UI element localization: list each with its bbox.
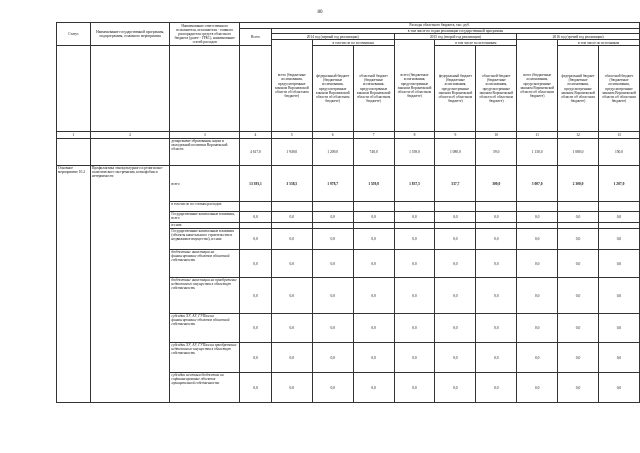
row-prev-cell: 1 080,0 <box>558 139 599 166</box>
table-cell: 0,0 <box>240 212 272 223</box>
row-label: бюджетные инвестиции на финансирование объектов областной собственности <box>170 250 240 278</box>
row-label: бюджетные инвестиции на приобретение недвижимого имущества в областную собственность <box>170 278 240 314</box>
table-cell <box>598 202 639 212</box>
row-main-cell: 13 393,1 <box>240 166 272 202</box>
header-col-all-2016: всего (бюджетные ассигнования, предусмотренные законом Воронежской области об областном бюджете) <box>517 40 558 132</box>
table-cell: 0,0 <box>598 373 639 403</box>
table-cell: 0,0 <box>598 212 639 223</box>
table-cell: 0,0 <box>240 250 272 278</box>
row-prev-cell: 1 539,0 <box>394 139 435 166</box>
table-cell: 0,0 <box>271 278 312 314</box>
column-number-cell: 4 <box>240 132 272 139</box>
table-cell: 0,0 <box>558 229 599 250</box>
main-executor: всего <box>170 166 240 202</box>
table-cell: 0,0 <box>240 343 272 373</box>
column-number-row <box>57 132 640 139</box>
table-cell: 0,0 <box>476 212 517 223</box>
row-prev-cell: 1 130,0 <box>517 139 558 166</box>
table-cell: 0,0 <box>394 229 435 250</box>
table-cell: 0,0 <box>476 278 517 314</box>
table-cell: 0,0 <box>312 250 353 278</box>
table-cell: 0,0 <box>312 373 353 403</box>
column-number-cell: 1 <box>57 132 91 139</box>
header-executor: Наименование ответственного исполнителя, исполнителя - главного распорядителя средств областного бюджета (далее - ГРБС), наименование статей расходов <box>170 23 240 46</box>
table-cell: 0,0 <box>598 250 639 278</box>
header-program-name: Наименование государственной программы, подпрограммы, основного мероприятия <box>90 23 170 46</box>
row-main-cell: 1 978,7 <box>312 166 353 202</box>
table-cell: 0,0 <box>558 212 599 223</box>
row-prev-cell: 740,0 <box>353 139 394 166</box>
table-cell: 0,0 <box>240 278 272 314</box>
table-cell: 0,0 <box>558 314 599 343</box>
row-main-cell: 1 837,5 <box>394 166 435 202</box>
table-cell: 0,0 <box>312 343 353 373</box>
table-cell: 0,0 <box>435 250 476 278</box>
row-prev-executor: департамент образования, науки и молодежной политики Воронежской области <box>170 139 240 166</box>
table-cell: 0,0 <box>394 250 435 278</box>
table-cell <box>435 202 476 212</box>
row-main-cell: 1 559,8 <box>353 166 394 202</box>
column-number-cell: 7 <box>353 132 394 139</box>
table-row-main <box>57 166 640 202</box>
table-cell: 0,0 <box>598 278 639 314</box>
row-label: в том числе по статьям расходов: <box>170 202 240 212</box>
column-number-cell: 3 <box>170 132 240 139</box>
table-cell: 0,0 <box>435 373 476 403</box>
table-cell: 0,0 <box>598 343 639 373</box>
table-cell: 0,0 <box>435 212 476 223</box>
table-cell <box>240 202 272 212</box>
page-number: 80 <box>317 10 323 15</box>
header-regional-2016: областной бюджет (бюджетные ассигнования, предусмотренные законом Воронежской области об областном бюджете) <box>598 46 639 132</box>
table-cell: 0,0 <box>598 229 639 250</box>
header-federal-2015: федеральный бюджет (бюджетные ассигнования, предусмотренные законом Воронежской области об областном бюджете) <box>435 46 476 132</box>
row-label: Государственные капитальные вложения (объекты капитального строительства и недвижимое имущество), из них: <box>170 229 240 250</box>
row-label: субсидии ХУ, АУ, ГУПам на приобретение недвижимого имущества в областную собственность <box>170 343 240 373</box>
table-cell <box>353 202 394 212</box>
table-cell: 0,0 <box>240 314 272 343</box>
header-federal-2016: федеральный бюджет (бюджетные ассигнования, предусмотренные законом Воронежской области об областном бюджете) <box>558 46 599 132</box>
column-number-cell: 5 <box>271 132 312 139</box>
table-cell: 0,0 <box>394 278 435 314</box>
table-cell: 0,0 <box>271 373 312 403</box>
table-cell: 0,0 <box>558 278 599 314</box>
table-cell: 0,0 <box>476 343 517 373</box>
header-regional-2014: областной бюджет (бюджетные ассигнования, предусмотренные законом Воронежской области об областном бюджете) <box>353 46 394 132</box>
table-cell: 0,0 <box>271 314 312 343</box>
table-cell <box>558 202 599 212</box>
row-prev-cell: 4 617,0 <box>240 139 272 166</box>
table-cell: 0,0 <box>476 229 517 250</box>
column-number-cell: 2 <box>90 132 170 139</box>
header-col-all-2015: всего (бюджетные ассигнования, предусмотренные законом Воронежской области об областном бюджете) <box>394 40 435 132</box>
column-number-cell: 6 <box>312 132 353 139</box>
column-number-cell: 8 <box>394 132 435 139</box>
row-label: Государственные капитальные вложения, всего <box>170 212 240 223</box>
header-col-all-2014: всего (бюджетные ассигнования, предусмотренные законом Воронежской области об областном бюджете) <box>271 40 312 132</box>
table-cell: 0,0 <box>558 373 599 403</box>
row-main-cell: 3 007,0 <box>517 166 558 202</box>
table-cell: 0,0 <box>517 278 558 314</box>
table-cell: 0,0 <box>598 314 639 343</box>
row-prev-cell: 1 949,0 <box>271 139 312 166</box>
table-cell: 0,0 <box>435 343 476 373</box>
table-cell: 0,0 <box>517 250 558 278</box>
table-cell: 0,0 <box>312 229 353 250</box>
table-cell: 0,0 <box>312 314 353 343</box>
table-cell: 0,0 <box>240 373 272 403</box>
table-cell: 0,0 <box>558 250 599 278</box>
row-label: субсидии местным бюджетам на софинансирование объектов муниципальной собственности <box>170 373 240 403</box>
column-number-cell: 11 <box>517 132 558 139</box>
table-cell: 0,0 <box>353 250 394 278</box>
row-main-cell: 3 538,5 <box>271 166 312 202</box>
table-cell: 0,0 <box>476 314 517 343</box>
table-cell <box>312 202 353 212</box>
table-cell: 0,0 <box>476 250 517 278</box>
table-row-previous <box>57 139 640 166</box>
header-year-2015: 2015 год (второй год реализации) <box>394 34 517 40</box>
header-year-2016: 2016 год (третий год реализации) <box>517 34 640 40</box>
table-cell: 0,0 <box>517 229 558 250</box>
table-cell: 0,0 <box>435 278 476 314</box>
row-prev-cell: 1 080,0 <box>435 139 476 166</box>
main-name: Профилактика этнокультурного и религиозно-политического экстремизма, ксенофобии и нетерпимости <box>90 166 170 403</box>
row-label: из них: <box>170 223 240 229</box>
table-cell: 0,0 <box>353 343 394 373</box>
row-prev-cell: 59,0 <box>476 139 517 166</box>
table-cell <box>394 202 435 212</box>
table-cell: 0,0 <box>353 278 394 314</box>
table-cell: 0,0 <box>517 314 558 343</box>
table-cell: 0,0 <box>271 212 312 223</box>
table-cell: 0,0 <box>353 373 394 403</box>
table-cell: 0,0 <box>271 250 312 278</box>
header-total: Всего <box>240 29 272 46</box>
table-cell: 0,0 <box>353 229 394 250</box>
table-cell: 0,0 <box>517 343 558 373</box>
column-number-cell: 10 <box>476 132 517 139</box>
row-main-cell: 2 300,0 <box>558 166 599 202</box>
table-cell: 0,0 <box>517 212 558 223</box>
table-cell: 0,0 <box>394 314 435 343</box>
table-cell <box>476 202 517 212</box>
table-cell: 0,0 <box>312 212 353 223</box>
table-cell: 0,0 <box>435 314 476 343</box>
column-number-cell: 12 <box>558 132 599 139</box>
header-year-2014: 2014 год (первый год реализации) <box>271 34 394 40</box>
table-cell <box>271 202 312 212</box>
column-number-cell: 9 <box>435 132 476 139</box>
table-cell: 0,0 <box>476 373 517 403</box>
table-cell: 0,0 <box>394 373 435 403</box>
row-main-cell: 1 207,0 <box>598 166 639 202</box>
row-main-cell: 300,0 <box>476 166 517 202</box>
main-status: Основное мероприятие 10.2 <box>57 166 91 403</box>
table-cell: 0,0 <box>271 343 312 373</box>
table-cell: 0,0 <box>312 278 353 314</box>
table-cell: 0,0 <box>271 229 312 250</box>
row-prev-cell: 1 209,0 <box>312 139 353 166</box>
header-sources-2014: в том числе по источникам <box>312 40 394 46</box>
header-regional-2015: областной бюджет (бюджетные ассигнования, предусмотренные законом Воронежской области об областном бюджете) <box>476 46 517 132</box>
header-sources-2016: в том числе по источникам <box>558 40 640 46</box>
header-status: Статус <box>57 23 91 46</box>
row-label: субсидии ХУ, АУ, ГУПам на финансирование объектов областной собственности <box>170 314 240 343</box>
table-cell: 0,0 <box>353 212 394 223</box>
table-cell: 0,0 <box>353 314 394 343</box>
budget-table <box>56 22 640 403</box>
table-cell: 0,0 <box>517 373 558 403</box>
row-prev-cell: 150,0 <box>598 139 639 166</box>
header-sources-2015: в том числе по источникам <box>435 40 517 46</box>
table-cell: 0,0 <box>558 343 599 373</box>
header-federal-2014: федеральный бюджет (бюджетные ассигнования, предусмотренные законом Воронежской области об областном бюджете) <box>312 46 353 132</box>
header-expenses: Расходы областного бюджета, тыс. руб. <box>240 23 640 29</box>
table-cell <box>517 202 558 212</box>
table-cell: 0,0 <box>394 343 435 373</box>
row-main-cell: 537,7 <box>435 166 476 202</box>
table-cell: 0,0 <box>394 212 435 223</box>
header-by-years: в том числе по годам реализации государственной программы <box>271 29 639 34</box>
table-cell: 0,0 <box>240 229 272 250</box>
column-number-cell: 13 <box>598 132 639 139</box>
table-cell: 0,0 <box>435 229 476 250</box>
